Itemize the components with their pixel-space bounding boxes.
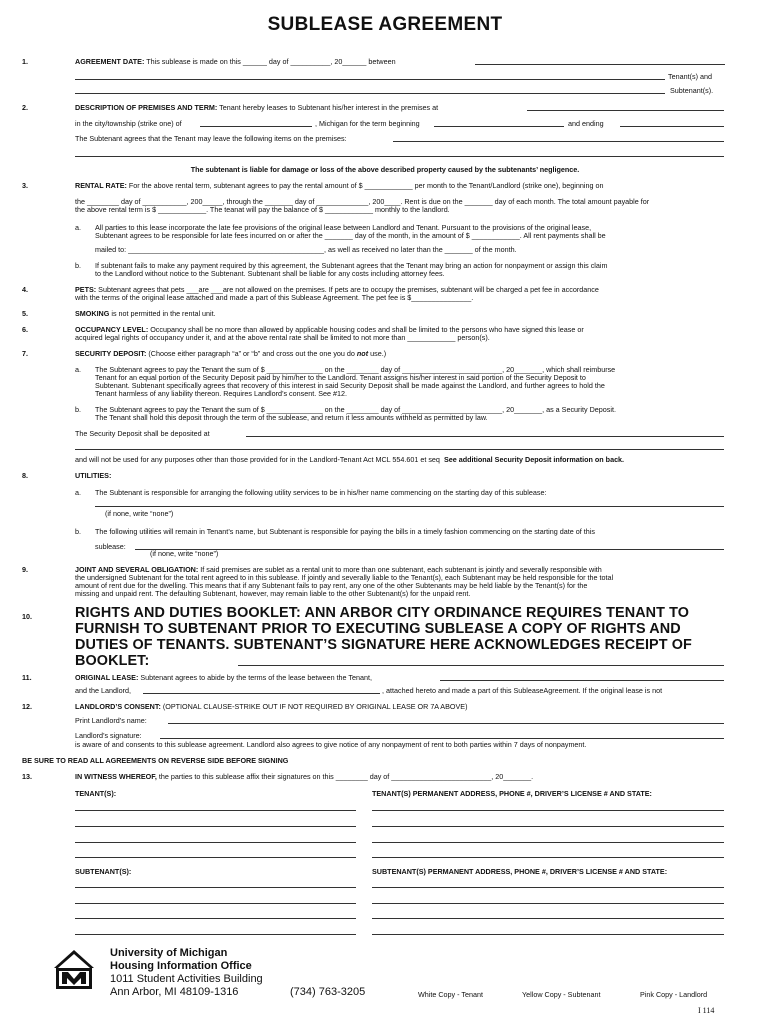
footer-building: 1011 Student Activities Building (110, 973, 263, 985)
original-landlord-line[interactable] (143, 693, 380, 694)
subtenant-address-line-4[interactable] (372, 934, 724, 935)
original-tenant-line[interactable] (440, 680, 724, 681)
items-line-2[interactable] (75, 156, 724, 157)
city-line[interactable] (200, 126, 312, 127)
tenants-label: Tenant(s) and (668, 72, 712, 81)
rights-booklet-line-2: FURNISH TO SUBTENANT PRIOR TO EXECUTING SUBLEASE A COPY OF RIGHTS AND (75, 621, 681, 637)
subtenant-signature-line-3[interactable] (75, 918, 356, 919)
subtenant-signature-line-1[interactable] (75, 887, 356, 888)
housing-office-logo-icon (50, 944, 98, 992)
footer-university: University of Michigan (110, 947, 228, 959)
subtenants-signature-label: SUBTENANT(S): (75, 867, 132, 876)
form-number: I 114 (698, 1006, 715, 1015)
between-line[interactable] (475, 64, 725, 65)
tenant-signature-line-3[interactable] (75, 842, 356, 843)
term-end-line[interactable] (620, 126, 724, 127)
liability-notice: The subtenant is liable for damage or loss of the above described property caused by the subtenants’ negligence. (190, 165, 580, 174)
subtenant-address-line-2[interactable] (372, 903, 724, 904)
tenant-signature-line-2[interactable] (75, 826, 356, 827)
rights-booklet-line-1: RIGHTS AND DUTIES BOOKLET: ANN ARBOR CITY ORDINANCE REQUIRES TENANT TO (75, 605, 690, 621)
reverse-side-notice: BE SURE TO READ ALL AGREEMENTS ON REVERSE SIDE BEFORE SIGNING (22, 756, 289, 765)
subtenant-signature-line-2[interactable] (75, 903, 356, 904)
utilities-tenant-line[interactable] (135, 549, 724, 550)
rights-booklet-line-4: BOOKLET: (75, 653, 150, 669)
tenant-address-line-2[interactable] (372, 826, 724, 827)
deposit-institution-line[interactable] (246, 436, 724, 437)
landlord-signature-line[interactable] (160, 738, 724, 739)
white-copy-label: White Copy - Tenant (418, 990, 483, 999)
subtenant-address-line-1[interactable] (372, 887, 724, 888)
tenants-address-label: TENANT(S) PERMANENT ADDRESS, PHONE #, DRIVER’S LICENSE # AND STATE: (372, 789, 652, 798)
tenant-names-line[interactable] (75, 79, 665, 80)
landlord-name-line[interactable] (168, 723, 724, 724)
sublease-form-page: SUBLEASE AGREEMENT 1. AGREEMENT DATE: This sublease is made on this ______ day of __________, 20______ between Tenant(s) and Subtenant(s). 2. DESCRIPTION OF PREMISES AND TERM: Tenant hereby leases to Subtenant his/her interest in the premises at in the city/township (strike one) of , Michigan for the term beginning and ending The Subtenant agrees that the Tenant may leave the following items on the premises: The subtenant is liable for damage or loss of the above described property caused by the subtenants’ negligence. 3. RENTAL RATE: For the above rental term, subtenant agrees to pay the rental amount of $ ____________ per month to the Tenant/Landlord (strike one), beginning on the ________ day of ___________, 200_____, through the _______ day of _____________, 200____. Rent is due on the _______ day of each month. The total amount payable for the above rental term is $ ____________. The teanat will pay the balance of $ ____________ monthly to the landlord. a. All parties to this lease incorporate the late fee provisions of the original lease between Landlord and Tenant. Pursuant to the provisions of the original lease, Subtenant agrees to be responsible for late fees incurred on or after the _______ day of the month, in the amount of $ ____________. All rent payments shall be mailed to: _________________________________________________, as well as received no later than the _______ of the month. b. If subtenant fails to make any payment required by this agreement, the Subtenant agrees that the Tenant may bring an action for nonpayment or assign this claim to the Landlord without notice to the Subtenant. Subtenant shall be liable for any costs including attorney fees. 4. PETS: Subtenant agrees that pets ___are ___are not allowed on the premises. If pets are to occupy the premises, subtenant will be charged a pet fee in accordance with the terms of the original lease attached and made a part of this Sublease Agreement. The pet fee is $_______________. 5. SMOKING is not permitted in the rental unit. 6. OCCUPANCY LEVEL: Occupancy shall be no more than allowed by applicable housing codes and shall be limited to the persons who have signed this lease or acquired legal rights of occupancy under it, and at the above rental rate shall be limited to not more than ____________ person(s). 7. SECURITY DEPOSIT: (Choose either paragraph “a” or “b” and cross out the one you do not use.) a. The Subtenant agrees to pay the Tenant the sum of $ ______________ on the ________ day of _________________________, 20_______, which shall reimburse Tenant for an equal portion of the Security Deposit paid by him/her to the Landlord. Tenant assigns his/her interest in said portion of the Security Deposit to Subtenant. Subtenant specifically agrees that recovery of this interest in said Security Deposit shall be made against the Landlord, and further agrees to hold the Tenant harmless of any liability thereon. Requires Landlord’s consent. See #12. b. The Subtenant agrees to pay the Tenant the sum of $ ______________ on the ________ day of _________________________, 20_______, as a Security Deposit. The Tenant shall hold this deposit through the term of the sublease, and return it less amounts withheld as permitted by law. The Security Deposit shall be deposited at and will not be used for any purposes other than those provided for in the Landlord-Tenant Act MCL 554.601 et seq See additional Security Deposit information on back. 8. UTILITIES: a. The Subtenant is responsible for arranging the following utility services to be in his/her name commencing on the starting day of this sublease: (if none, write “none”) b. The following utilities will remain in Tenant’s name, but Subtenant is responsible for paying the bills in a timely fashion commencing on the starting date of this sublease: (if none, write “none”) 9. JOINT AND SEVERAL OBLIGATION: If said premises are sublet as a rental unit to more than one subtenant, each subtenant is jointly and severally responsible with the undersigned Subtenant for the total rent agreed to in this sublease. If jointly and severally liable to the Tenant(s), each Subtenant may be held responsible for the total amount of rent due for the dwelling. This means that if any Subtenant fails to pay rent, any one of the other Subtenants may be held liable by the Tenant(s) for the missing and unpaid rent. The defaulting Subtenant, however, may remain liable to the other Subtenant(s) for the unpaid rent. 10. RIGHTS AND DUTIES BOOKLET: ANN ARBOR CITY ORDINANCE REQUIRES TENANT TO FURNISH TO SUBTENANT PRIOR TO EXECUTING SUBLEASE A COPY OF RIGHTS AND DUTIES OF TENANTS. SUBTENANT’S SIGNATURE HERE ACKNOWLEDGES RECEIPT OF BOOKLET: 11. ORIGINAL LEASE: Subtenant agrees to abide by the terms of the lease between the Tenant, and the Landlord, , attached hereto and made a part of this SubleaseAgreement. If the original lease is not 12. LANDLORD’S CONSENT: (OPTIONAL CLAUSE-STRIKE OUT IF NOT REQUIRED BY ORIGINAL LEASE OR 7A ABOVE) Print Landlord’s name: Landlord’s signature: is aware of and consents to this sublease agreement. Landlord also agrees to give notice of any nonpayment of rent to both parties within 7 days of nonpayment. BE SURE TO READ ALL AGREEMENTS ON REVERSE SIDE BEFORE SIGNING 13. IN WITNESS WHEREOF, the parties to this sublease affix their signatures on this ________ day of _________________________, 20_______. TENANT(S): TENANT(S) PERMANENT ADDRESS, PHONE #, DRIVER’S LICENSE # AND STATE: SUBTENANT(S): SUBTENANT(S) PERMANENT ADDRESS, PHONE #, DRIVER’S LICENSE # AND STATE: University of Michigan Housing Information Office 1011 Student Activities Building Ann Arbor, MI 48109-1316 (734) 763-3205 White Copy - Tenant Yellow Copy - Subtenant Pink Copy - Landlord I 114 (0, 0, 770, 1024)
deposit-institution-line-2[interactable] (75, 449, 724, 450)
subtenant-address-line-3[interactable] (372, 918, 724, 919)
form-title: SUBLEASE AGREEMENT (267, 14, 503, 35)
tenant-address-line-1[interactable] (372, 810, 724, 811)
footer-phone: (734) 763-3205 (290, 986, 366, 998)
subtenant-names-line[interactable] (75, 93, 665, 94)
pink-copy-label: Pink Copy - Landlord (640, 990, 708, 999)
tenant-address-line-3[interactable] (372, 842, 724, 843)
utilities-subtenant-line[interactable] (95, 506, 724, 507)
subtenant-signature-line-4[interactable] (75, 934, 356, 935)
tenants-signature-label: TENANT(S): (75, 789, 117, 798)
subtenants-address-label: SUBTENANT(S) PERMANENT ADDRESS, PHONE #, DRIVER’S LICENSE # AND STATE: (372, 867, 668, 876)
tenant-address-line-4[interactable] (372, 857, 724, 858)
yellow-copy-label: Yellow Copy - Subtenant (522, 990, 601, 999)
subtenants-label: Subtenant(s). (670, 86, 714, 95)
rights-booklet-line-3: DUTIES OF TENANTS. SUBTENANT’S SIGNATURE HERE ACKNOWLEDGES RECEIPT OF (75, 637, 692, 653)
items-line-1[interactable] (393, 141, 724, 142)
tenant-signature-line-1[interactable] (75, 810, 356, 811)
footer-city: Ann Arbor, MI 48109-1316 (110, 986, 239, 998)
footer-office: Housing Information Office (110, 960, 252, 972)
term-begin-line[interactable] (434, 126, 564, 127)
premises-address-line[interactable] (527, 110, 724, 111)
booklet-signature-line[interactable] (238, 665, 724, 666)
tenant-signature-line-4[interactable] (75, 857, 356, 858)
